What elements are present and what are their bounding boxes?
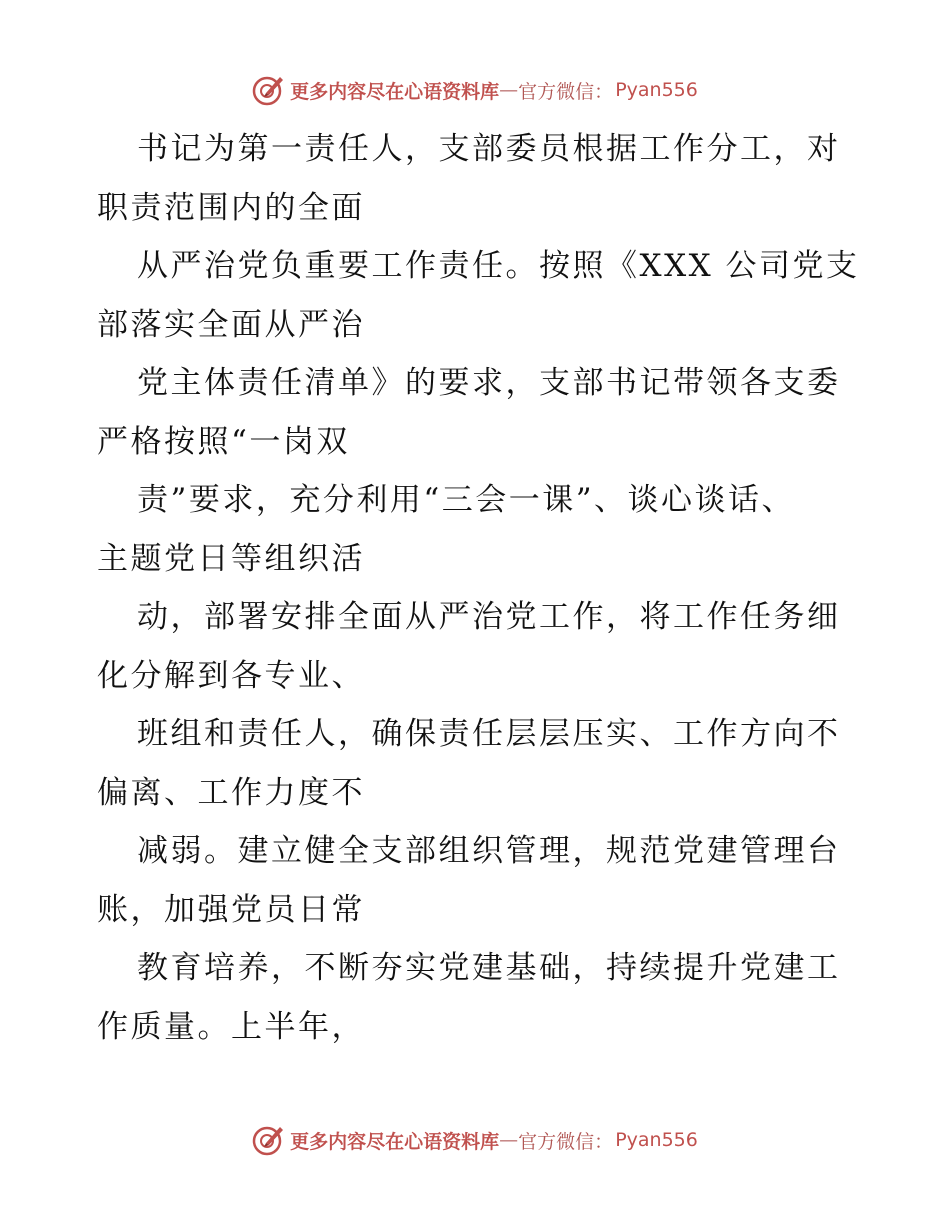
banner-wechat-label: 官方微信： — [518, 1130, 614, 1153]
header-banner — [0, 70, 950, 110]
banner-slogan: 更多内容尽在心语资料库 — [290, 80, 500, 103]
paragraph — [97, 705, 857, 822]
paragraph-line: 班组和责任人，确保责任层层压实、工作方向不 — [137, 716, 841, 752]
paragraph-line: 动，部署安排全面从严治党工作，将工作任务细 — [137, 599, 841, 635]
paragraph-line: 偏离、工作力度不 — [97, 774, 365, 811]
banner-slogan: 更多内容尽在心语资料库 — [290, 1130, 500, 1153]
paragraph-line: 主题党日等组织活 — [97, 540, 365, 577]
paragraph — [97, 822, 857, 939]
banner-wechat-id: Pyan556 — [615, 1129, 698, 1151]
banner-wechat-id: Pyan556 — [615, 79, 698, 101]
paragraph — [97, 120, 857, 237]
paragraph-line: 责”要求，充分利用“三会一课”、谈心谈话、 — [137, 482, 796, 518]
paragraph — [97, 588, 857, 705]
footer-banner — [0, 1120, 950, 1160]
paragraph-line: 账，加强党员日常 — [97, 891, 365, 928]
paragraph-line: 严格按照“一岗双 — [97, 423, 350, 460]
paragraph-line: 教育培养，不断夯实党建基础，持续提升党建工 — [137, 950, 841, 986]
paragraph-line: 作质量。上半年， — [97, 1008, 365, 1045]
document-body — [97, 120, 860, 1056]
paragraph — [97, 471, 857, 588]
paragraph-line: 化分解到各专业、 — [97, 657, 365, 694]
paragraph-line: 职责范围内的全面 — [97, 189, 365, 226]
paragraph-line: 书记为第一责任人，支部委员根据工作分工，对 — [137, 131, 841, 167]
paragraph — [97, 939, 857, 1056]
banner-wechat-label: 官方微信： — [518, 80, 614, 103]
banner-separator: — — [499, 79, 519, 101]
banner-separator: — — [499, 1129, 519, 1151]
footer-banner-text — [290, 1127, 698, 1154]
paragraph-line: 从严治党负重要工作责任。按照《XXX 公司党支 — [137, 248, 860, 284]
header-banner-text — [290, 77, 698, 104]
pen-logo-icon — [252, 73, 286, 107]
paragraph-line: 减弱。建立健全支部组织管理，规范党建管理台 — [137, 833, 841, 869]
pen-logo-icon — [252, 1123, 286, 1157]
paragraph — [97, 354, 857, 471]
paragraph-line: 部落实全面从严治 — [97, 306, 365, 343]
paragraph — [97, 237, 860, 354]
paragraph-line: 党主体责任清单》的要求，支部书记带领各支委 — [137, 365, 841, 401]
